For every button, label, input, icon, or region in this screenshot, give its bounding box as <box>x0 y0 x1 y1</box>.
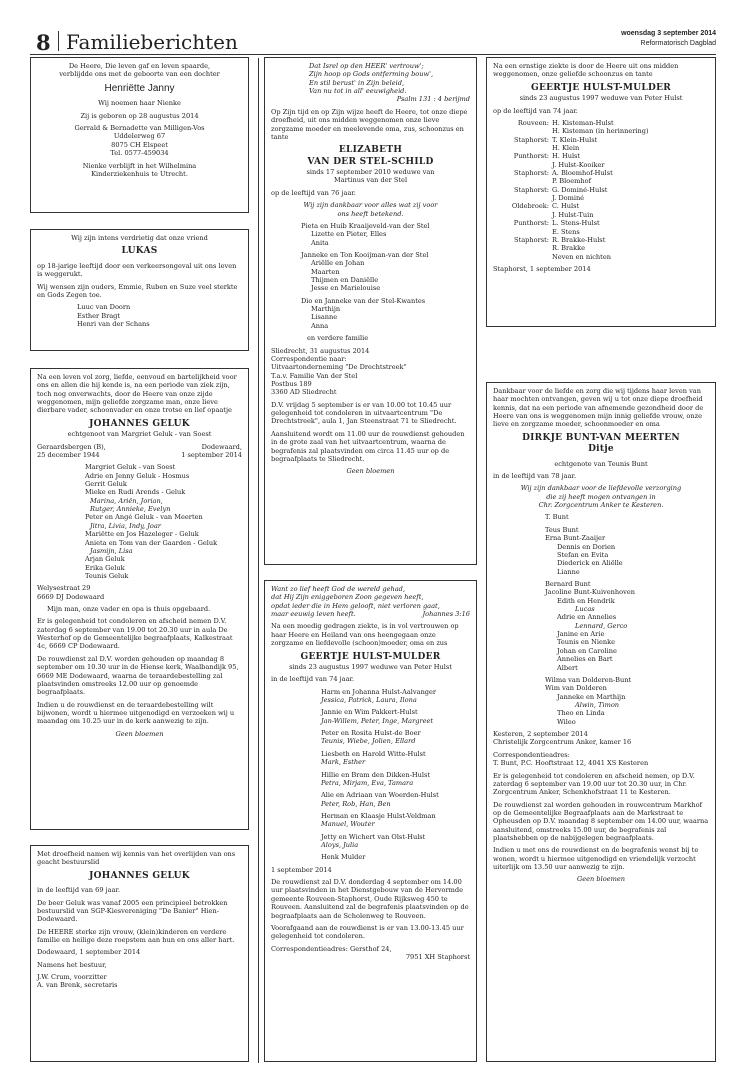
relative-row: E. Stens <box>552 227 580 236</box>
text-line: Janneke en Ton Kooijman-van der Stel <box>301 250 429 259</box>
text-line: Arjan Geluk <box>85 555 125 564</box>
text-line: ons heeft betekend. <box>337 209 404 218</box>
text-line: op de leeftijd van 76 jaar. <box>271 188 356 197</box>
text-line: Johan en Caroline <box>557 646 617 655</box>
text-line: Diederick en Aliëlle <box>557 559 623 568</box>
page-header <box>30 28 716 55</box>
text-line: Jetty en Wichert van Olst-Hulst <box>321 832 426 841</box>
text-line: Teus Bunt <box>545 525 579 534</box>
text-line: Na een leven vol zorg, liefde, eenvoud en bartelijkheid voor ons en allen die hij kende is, na een periode van ziek zijn, toch nog onverwachts, door de Heere van onze zijde weggenomen, mijn geliefde zorgzame man, onze lieve dierbare vader, schoonvader en onze trotse en lief opaatje <box>37 373 237 415</box>
text-line: Maarten <box>311 267 340 276</box>
text-line: Stefan en Evita <box>557 550 609 559</box>
relative-row: Staphorst: T. Klein-Hulst <box>514 135 598 144</box>
deceased-name: VAN DER STEL-SCHILD <box>307 156 434 167</box>
text-line: 7951 XH Staphorst <box>405 953 470 961</box>
text-line: Wilma van Dolderen-Bunt <box>545 675 632 684</box>
text-line: Ariëlle en Johan <box>311 259 365 268</box>
text-line: Theo en Linda <box>557 709 605 718</box>
text-line: Met droefheid namen wij kennis van het overlijden van ons geacht bestuurslid <box>37 850 236 867</box>
text-line: De rouwdienst zal D.V. worden gehouden op maandag 8 september om 10.30 uur in de Hiense kerk, Waalbandijk 95, 6669 ME Dodewaard, waarna de teraardebestelling zal plaatsvinden omstreeks 12.00 uur op genoemde begraafplaats. <box>37 654 239 697</box>
text-line: Mieke en Rudi Arends - Geluk <box>85 488 186 497</box>
text-line: Aloys, Julia <box>321 841 359 850</box>
text-line: Mariëtte en Jos Hazeleger - Geluk <box>85 530 199 539</box>
text-line: Gerrit Geluk <box>85 480 127 489</box>
text-line: Wim van Dolderen <box>545 684 607 693</box>
text-line: J.W. Crum, voorzitter <box>37 973 107 982</box>
deceased-name: JOHANNES GELUK <box>89 418 190 429</box>
text-line: Namens het bestuur, <box>37 960 107 969</box>
text-line: Mijn man, onze vader en opa is thuis opgebaard. <box>47 605 211 614</box>
text-line: De rouwdienst zal worden gehouden in rouwcentrum Markhof op de Gemeentelijke Begraafplaats aan de Markstraat te Opheusden op D.V. maandag 8 september om 14.00 uur, waarna aansluitend, omstreeks 15.00 uur, de begrafenis zal plaatshebben op de nabijgelegen begraafplaats. <box>493 800 709 843</box>
text-line: Jesse en Marielouise <box>311 284 381 293</box>
text-line: Want zo lief heeft God de wereld gehad, <box>271 585 405 593</box>
relative-row: Staphorst: R. Brakke-Hulst <box>514 235 606 244</box>
text-line: Jannie en Wim Pakkert-Hulst <box>321 708 418 717</box>
text-line: Kinderziekenhuis te Utrecht. <box>91 169 188 178</box>
text-line: sinds 23 augustus 1997 weduwe van Peter Hulst <box>289 662 452 671</box>
text-line: Martinus van der Stel <box>333 176 408 185</box>
text-line: T.a.v. Familie Van der Stel <box>271 371 358 380</box>
text-line: Er is gelegenheid tot condoleren en afscheid nemen D.V. zaterdag 6 september van 19.00 tot 20.30 uur in aula De Westerhof op de Gemeentelijke begraafplaats, Kalkestraat 4c, 6669 CP Dodewaard. <box>37 617 233 651</box>
column-divider <box>258 58 259 1063</box>
text-line: Indien u met ons de rouwdienst en de begrafenis wenst bij te wonen, wordt u hiermee uitgenodigd en vriendelijk verzocht uiterlijk om 13.50 uur aanwezig te zijn. <box>493 846 699 872</box>
text-line: Wij zijn dankbaar voor de liefdevolle verzorging <box>520 484 682 493</box>
relative-row: J. Hulst-Kooiker <box>552 160 605 169</box>
text-line: verblijdde ons met de geboorte van een dochter <box>59 70 220 79</box>
text-line: Erika Geluk <box>85 563 125 572</box>
deceased-name: JOHANNES GELUK <box>89 870 190 881</box>
relative-row: Punthorst: L. Stens-Hulst <box>513 219 600 228</box>
text-line: T. Bunt <box>545 513 569 522</box>
relative-row: H. Kisteman (in herinnering) <box>552 127 649 136</box>
text-line: Henk Mulder <box>321 853 366 862</box>
text-line: Edith en Hendrik <box>557 596 615 605</box>
text-line: Mark, Esther <box>321 758 366 767</box>
text-line: op de leeftijd van 74 jaar. <box>493 106 578 115</box>
text-line: Na een moedig gedragen ziekte, is in vol vertrouwen op haar Heere en Heiland van ons heengegaan onze zorgzame en liefdevolle (schoon)moeder, oma en zus <box>271 622 459 648</box>
text-line: Jan-Willem, Peter, Inge, Margreet <box>321 716 434 725</box>
text-line: op 18-jarige leeftijd door een verkeersongeval uit ons leven is weggerukt. <box>37 261 237 279</box>
deceased-nickname: Ditje <box>588 444 614 455</box>
text-line: Christelijk Zorgcentrum Anker, kamer 16 <box>493 738 632 747</box>
text-line: maar eeuwig leven heeft. <box>271 610 356 619</box>
relative-row: Staphorst: G. Dominé-Hulst <box>514 185 608 194</box>
text-line: Jasmijn, Lisa <box>90 546 133 555</box>
text-line: Er is gelegenheid tot condoleren en afscheid nemen, op D.V. zaterdag 6 september van 19.00 uur tot 20.30 uur, in Chr. Zorgcentrum Anker, Schenkhofstraat 11 te Kesteren. <box>493 771 695 797</box>
text-line: Lennard, Gerco <box>575 621 628 630</box>
text-line: Peter, Rob, Han, Ben <box>321 799 391 808</box>
text-line: Jessica, Patrick, Laura, Ilona <box>321 696 417 705</box>
text-line: Geen bloemen <box>115 729 164 738</box>
text-line: Kesteren, 2 september 2014 <box>493 730 588 739</box>
text-line: Lucas <box>575 605 595 614</box>
relative-row: H. Klein <box>552 143 580 152</box>
text-line: Thijmen en Daniëlle <box>311 276 379 285</box>
text-line: Henri van der Schans <box>77 319 150 328</box>
text-line: Sliedrecht, 31 augustus 2014 <box>271 346 370 355</box>
text-line: echtgenoot van Margriet Geluk - van Soest <box>67 430 212 439</box>
text-line: Luuc van Doorn <box>77 303 131 312</box>
text-line: Anieta en Tom van der Gaarden - Geluk <box>85 538 218 547</box>
notice-geertje-inlaws <box>486 57 716 327</box>
deceased-name: GEERTJE HULST-MULDER <box>300 651 441 662</box>
text-line: Dodewaard, 1 september 2014 <box>37 948 141 957</box>
text-line: En stil berust' in Zijn beleid, <box>309 78 405 87</box>
text-line: D.V. vrijdag 5 september is er van 10.00 tot 10.45 uur gelegenheid tot condoleren in uitvaartcentrum "De Drechtstreek", aula 1, Jan Steenstraat 71 te Sliedrecht. <box>271 400 457 426</box>
text-line: Janine en Arie <box>557 630 605 639</box>
text-line: 6669 DJ Dodewaard <box>37 592 105 601</box>
text-line: echtgenote van Teunis Bunt <box>554 459 648 468</box>
text-line: Na een ernstige ziekte is door de Heere uit ons midden weggenomen, onze geliefde schoonzus en tante <box>493 62 679 79</box>
notice-geertje-family <box>264 580 477 1062</box>
text-line: 25 december 1944 <box>37 450 100 459</box>
text-line: Jacoline Bunt-Kuivenhoven <box>545 588 636 597</box>
header-divider <box>58 31 59 51</box>
text-line: Teunis en Nienke <box>557 638 616 647</box>
relative-row: R. Brakke <box>552 244 585 253</box>
text-line: Albert <box>557 663 578 672</box>
text-line: Uitvaartonderneming "De Drechtstreek" <box>271 363 407 372</box>
text-line: Anita <box>311 238 329 247</box>
birth-announcement <box>30 57 249 213</box>
text-line: Lianne <box>557 567 580 576</box>
text-line: Wij zijn dankbaar voor alles wat zij voor <box>303 201 438 210</box>
text-line: Anna <box>311 321 329 330</box>
text-line: die zij heeft mogen ontvangen in <box>546 492 656 501</box>
text-line: in de leeftijd van 69 jaar. <box>37 886 121 895</box>
text-line: Welysestraat 29 <box>37 584 91 593</box>
section-title: Familieberichten <box>66 30 238 54</box>
text-line: Petra, Mirjam, Eva, Tamara <box>321 778 414 787</box>
child-name: Henriëtte Janny <box>104 82 175 94</box>
text-line: De Heere, Die leven gaf en leven spaarde, <box>68 62 211 70</box>
text-line: Annelies en Bart <box>557 655 613 664</box>
text-line: Staphorst, 1 september 2014 <box>493 264 591 273</box>
text-line: Dankbaar voor de liefde en zorg die wij tijdens haar leven van haar mochten ontvangen, geven wij u tot onze diepe droefheid kennis, dat na een periode van afnemende gezondheid door de Heere van ons is weggenomen mijn innig geliefde vrouw, onze lieve en zorgzame moeder, schoonmoeder en oma <box>493 387 704 429</box>
text-line: Nienke verblijft in het Wilhelmina <box>82 161 197 170</box>
relative-row: J. Hulst-Tuin <box>552 210 594 219</box>
text-line: Zijn hoop op Gods ontferming bouw', <box>309 70 434 79</box>
issue-date: woensdag 3 september 2014 <box>621 30 716 37</box>
text-line: Correspondentieadres: <box>493 750 570 759</box>
text-line: Manuel, Wouter <box>321 820 375 829</box>
text-line: Aansluitend wordt om 11.00 uur de rouwdienst gehouden in de grote zaal van het uitvaartcentrum, waarna de begrafenis zal plaatsvinden om circa 11.45 uur op de begraafplaats te Sliedrecht. <box>271 429 465 463</box>
notice-johannes-geluk-family <box>30 368 249 830</box>
notice-dirkje <box>486 382 716 1062</box>
text-line: Wij noemen haar Nienke <box>98 99 181 108</box>
text-line: Geen bloemen <box>576 875 626 884</box>
deceased-name: ELIZABETH <box>338 145 403 156</box>
text-line: in de leeftijd van 78 jaar. <box>493 472 577 480</box>
text-line: Erna Bunt-Zaaijer <box>545 534 606 543</box>
text-line: Wileo <box>557 717 576 726</box>
notice-elizabeth <box>264 57 477 565</box>
text-line: dat Hij Zijn eniggeboren Zoon gegeven heeft, <box>271 593 424 602</box>
text-line: Marina, Ariën, Jorian, <box>90 496 163 505</box>
text-line: Dodewaard, <box>201 442 242 451</box>
text-line: De HEERE sterke zijn vrouw, (klein)kinderen en verdere familie en heilige deze roepstem aan hun en ons aller hart. <box>37 927 235 944</box>
text-line: sinds 17 september 2010 weduwe van <box>306 168 435 177</box>
text-line: Esther Bragt <box>77 311 121 320</box>
text-line: Adrie en Jenny Geluk - Hosmus <box>85 471 190 480</box>
text-line: Alie en Adriaan van Woerden-Hulst <box>321 791 439 800</box>
notice-sgp-bestuur <box>30 845 249 1062</box>
text-line: Johannes 3:16 <box>422 610 470 619</box>
deceased-name: LUKAS <box>121 246 158 257</box>
text-line: Herman en Klaasje Hulst-Veldman <box>321 811 436 820</box>
text-line: Correspondentieadres: Gersthof 24, <box>271 944 392 953</box>
text-line: Lisanne <box>311 313 338 322</box>
text-line: Peter en Rosita Hulst-de Boer <box>321 729 421 738</box>
text-line: 3360 AD Sliedrecht <box>271 388 337 397</box>
text-line: Janneke en Marthijn <box>557 692 626 701</box>
text-line: Hillie en Bram den Dikken-Hulst <box>321 770 431 779</box>
text-line: Teunis, Wiebe, Jolien, Ellard <box>321 737 416 746</box>
relative-row: Oldebroek: C. Hulst <box>511 202 580 211</box>
text-line: Indien u de rouwdienst en de teraardebestelling wilt bijwonen, wordt u hiermee uitgenodigd en verzoeken wij u maandag om 10.25 uur in de kerk aanwezig te zijn. <box>37 700 235 726</box>
text-line: Dennis en Dorien <box>557 542 616 551</box>
newspaper-name: Reformatorisch Dagblad <box>640 40 716 47</box>
text-line: Peter en Angé Geluk - van Meerten <box>85 513 203 522</box>
text-line: in de leeftijd van 74 jaar. <box>271 675 355 684</box>
relative-row: P. Bloemhof <box>552 177 592 186</box>
text-line: Gerrald & Bernadette van Milligen-Vos <box>74 124 205 133</box>
text-line: Voorafgaand aan de rouwdienst is er van 13.00-13.45 uur gelegenheid tot condoleren. <box>271 923 464 941</box>
text-line: Op Zijn tijd en op Zijn wijze heeft de Heere, tot onze diepe droefheid, uit ons midden weggenomen onze lieve zorgzame moeder en meelevende oma, zus, schoonzus en tante <box>271 107 468 141</box>
text-line: Rutger, Annieke, Evelyn <box>90 505 171 514</box>
text-line: 8075 CH Elspeet <box>111 140 168 149</box>
text-line: en verdere familie <box>307 334 369 343</box>
text-line: Adrie en Annelies <box>557 613 617 622</box>
text-line: Wij zijn intens verdrietig dat onze vriend <box>71 234 208 242</box>
text-line: Psalm 131 : 4 berijmd <box>396 95 470 104</box>
text-line: Margriet Geluk - van Soest <box>85 463 176 472</box>
relative-row: Rouveen: H. Kisteman-Hulst <box>517 118 614 127</box>
text-line: Teunis Geluk <box>85 571 129 580</box>
text-line: Lizette en Pieter, Elles <box>311 230 387 239</box>
text-line: A. van Brenk, secretaris <box>37 981 118 990</box>
text-line: Correspondentie naar: <box>271 354 347 363</box>
text-line: Dio en Janneke van der Stel-Kwantes <box>301 296 426 305</box>
text-line: De beer Geluk was vanaf 2005 een principieel betrokken bestuurslid van SGP-Kiesvereniging "De Banier" Hien-Dodewaard. <box>37 898 228 924</box>
text-line: Van nu tot in all' eeuwigheid. <box>309 87 407 96</box>
text-line: Harm en Johanna Hulst-Aalvanger <box>321 687 437 696</box>
text-line: Liesbeth en Harold Witte-Hulst <box>321 749 426 758</box>
text-line: Zij is geboren op 28 augustus 2014 <box>80 111 199 120</box>
text-line: Geraardsbergen (B), <box>37 442 106 451</box>
relative-row: Staphorst: A. Bloemhof-Hulst <box>514 169 613 178</box>
relative-row: J. Dominé <box>552 194 585 203</box>
text-line: De rouwdienst zal D.V. donderdag 4 september om 14.00 uur plaatsvinden in het Dienstgebouw van de Hervormde gemeente Rouveen-Staphorst, Oude Rijksweg 450 te Rouveen. Aansluitend zal de begrafenis plaatsvinden op de begraafplaats aan de Scholenweg te Rouveen. <box>271 878 469 920</box>
text-line: opdat ieder die in Hem gelooft, niet verloren gaat, <box>271 601 440 610</box>
text-line: Wij wensen zijn ouders, Emmie, Ruben en Suze veel sterkte en Gods Zegen toe. <box>37 282 238 299</box>
text-line: Uddelerweg 67 <box>113 132 166 141</box>
text-line: Postbus 189 <box>271 379 312 388</box>
page-number: 8 <box>36 30 51 55</box>
text-line: Geen bloemen <box>346 467 395 476</box>
text-line: Jitra, Livia, Indy, Joar <box>90 521 161 530</box>
text-line: Tel. 0577-459034 <box>110 149 169 158</box>
text-line: Chr. Zorgcentrum Anker te Kesteren. <box>538 501 664 510</box>
text-line: Pieta en Huib Kraaijeveld-van der Stel <box>301 221 430 230</box>
text-line: 1 september 2014 <box>181 450 242 459</box>
text-line: T. Bunt, P.C. Hooftstraat 12, 4041 XS Kesteren <box>493 759 649 768</box>
deceased-name: DIRKJE BUNT-VAN MEERTEN <box>522 432 680 443</box>
deceased-name: GEERTJE HULST-MULDER <box>530 82 672 93</box>
text-line: Alwin, Timon <box>575 700 620 709</box>
text-line: Dat Isrel op den HEER' vertrouw'; <box>309 62 424 70</box>
text-line: 1 september 2014 <box>271 865 332 874</box>
notice-lukas <box>30 229 249 351</box>
text-line: Marthijn <box>311 305 341 314</box>
relative-row: Neven en nichten <box>552 252 611 261</box>
text-line: Bernard Bunt <box>545 579 591 588</box>
text-line: sinds 23 augustus 1997 weduwe van Peter Hulst <box>519 94 683 103</box>
relative-row: Punthorst: H. Hulst <box>513 152 581 161</box>
